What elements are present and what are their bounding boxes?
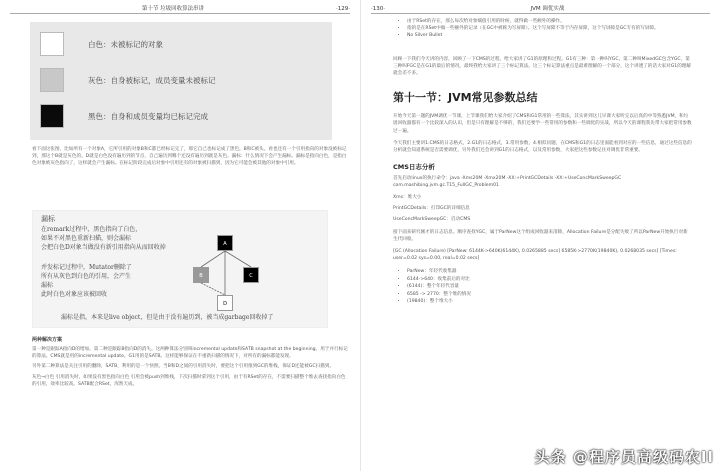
list-item: • No Silver Bullet — [407, 32, 720, 39]
legend-label-gray: 灰色：自身被标记，成员变量未被标记 — [88, 75, 216, 85]
java-command: 首先启动linux的执行命令：java -Xms20M -Xmx20M -XX:+PrintGCDetails -XX:+UseConcMarkSweepGC com.mashibing.jvm.gc.T15_FullGC_Problem01 — [393, 176, 622, 189]
list-item: • 指的是在RSet中做一些额外的记录（在GC中被称为写屏障）。这个写屏障不等于内存屏障，这个写屏障是GC专有的写屏障。 — [407, 25, 720, 32]
right-running-header — [371, 2, 710, 14]
node-a: A — [217, 235, 233, 251]
left-header-title: 垃圾回收算法串讲 — [160, 6, 205, 12]
list-item: • ParNew：年轻代收集器 — [407, 268, 720, 276]
diagram-note-remark: 在remark过程中，黑色指向了白色， 如果不对黑色重新扫描，则会漏标 会把白色D对象当做没有新引用指向从而回收掉 — [41, 226, 166, 251]
list-item: • 6585 -> 2770：整个堆的情况 — [407, 291, 720, 299]
left-section-title: 两种解决方案 — [32, 337, 63, 343]
legend-row-black — [40, 104, 208, 128]
node-c: C — [243, 267, 259, 283]
flag-xms: Xms：堆大小 — [393, 194, 422, 200]
left-paragraph-2: 第一种是跟踪A指向D的增加。第二种是跟踪B指向D的消失。这两种算法分别叫incremental update和SATB snapshot at the beginning。用于并行标记的算法。CMS就是用的incremental update。G1用的是SATB。这样能够保证在不重新扫描的情况下，对所有的漏标都能发现。 — [32, 347, 348, 360]
diagram-title: 漏标 — [41, 215, 55, 223]
left-running-header — [10, 2, 350, 14]
white-square — [40, 32, 64, 56]
gc-log-line: [GC (Allocation Failure) [ParNew: 6144K->640K(6144K), 0.0265885 secs] 6585K->2770K(19840K), 0.0268035 secs] [Times: user=0.02 sys=0.00, real=0.02 secs] — [393, 248, 677, 261]
list-item: • 6144->640：收集前后的对比 — [407, 276, 720, 284]
list-item: • (19840)：整个堆大小 — [407, 298, 720, 306]
right-paragraph-4: 接下面来研究刚才的日志信息。顺序查找YGC，属于ParNew这个组成回收器来清除，Allocation Failure是分配失败了所以ParNew开始执行对新生代回收。 — [393, 230, 688, 243]
right-paragraph-2: 开始今天第一题的JVM调优一节课，上节课我们给大家介绍了CMS和G1常用的一些算法，其实讲到这儿早课大家听完以后真的中等熟悉JVM，和垃圾回收器都有一个比较深入的认识，但是只有理解是不够的，我们还要学一些常用的参数和一些调优的实战，所以今天的课程我先带大家把常用参数过一遍。 — [393, 114, 692, 134]
legend-row-white — [40, 32, 163, 56]
section-heading: 第十一节：JVM常见参数总结 — [393, 91, 538, 105]
legend-label-white: 白色：未被标记的对象 — [88, 39, 163, 49]
list-item: • 由于RSet的存在，那么每次给对象赋值引用的时候，就得做一些额外的操作。 — [407, 18, 720, 25]
tricolor-legend — [30, 22, 332, 140]
right-header-page-number: ·130· — [371, 6, 385, 12]
missed-mark-diagram — [32, 210, 328, 328]
left-header-section: 第十节 — [141, 6, 159, 12]
legend-row-gray — [40, 68, 216, 92]
right-paragraph-3: 今天我们主要讲1.CMS的日志格式，2.G1的日志格式，3.常用参数，4.相似问题，在CMS和G1的日志里面能看到对应的一些信息，通过这些信息的分析就会知道系统是否需要调优，另外我们还会讲到G1的日志格式，以及常用参数，大家把这些参数记住对调优非常重要。 — [393, 140, 692, 154]
flag-print-gc-details: PrintGCDetails：打印GC的详细信息 — [393, 205, 470, 211]
left-paragraph-4: 灰色→白色 引用消失时，如果没有黑色指向白色 引用会被push到堆栈，下次扫描时拿到这个引用，由于有RSet的存在，不需要扫描整个堆去查找指向白色的引用，效率比较高。SATB配合RSet，浑然天成。 — [32, 374, 346, 387]
left-paragraph-1: 看下面这张图，比如所有一个对象A，它所引用的对象B和C都已经标记完了，那它自己也标记成了黑色。B和C被头。看也还有一个引用指向的对象没被标记到，那这个B就是灰色的。D就是白色没有遍历到的节点，自己遍历到哪个还没有遍历到就是灰色。漏标：什么情况下会产生漏标。漏标是指向白色，是指白色对象被灰色指向了，这样就会产生漏标。在标记阶段完成后对象中引用还有的对象被扫描到，因为它可能会被其他的对象中引用。 — [32, 147, 347, 167]
watermark: 头条 @程序员高级码农II — [534, 448, 714, 466]
diagram-caption: 漏标是指，本来是live object，但是由于没有遍历到，被当成garbage回收掉了 — [61, 314, 274, 321]
top-bullet-list — [407, 18, 720, 40]
gray-square — [40, 68, 64, 92]
diagram-note-concurrent: 并发标记过程中，Mutator删除了 所有从灰色到白色的引用，会产生 漏标 此时白色对象应该被回收 — [41, 264, 132, 298]
list-item: • (6144)：整个年轻代容量 — [407, 283, 720, 291]
right-header-title: JVM 调优实战 — [530, 6, 565, 12]
cms-log-subheading: CMS日志分析 — [393, 163, 435, 172]
node-b: B — [193, 267, 209, 283]
log-field-list — [407, 268, 720, 306]
right-paragraph-1: 回顾一下我们今天讲的内容，回顾了一下CMS的过程，给大家讲了G1的原理和过程。G1有三种：第一种叫YGC，第二种叫MixedGC包含YGC，第三种叫FGC是在G1的最后的情况，最终我给大家讲了三个标记算法。这三个标记算法重点是最难理解的一个部分，这个讲透了的话大家对G1的理解就会差不多。 — [393, 56, 692, 77]
left-header-page-number: ·129· — [336, 6, 350, 12]
legend-label-black: 黑色：自身和成员变量均已标记完成 — [88, 111, 208, 121]
flag-use-cms: UseConcMarkSweepGC：启动CMS — [393, 217, 471, 223]
black-square — [40, 104, 64, 128]
node-d: D — [217, 295, 233, 311]
left-paragraph-3: 另外第二种算法是关注引用的删除，SATB，利用的是一个快照。当B和D之间的引用消失时，要把这个引用推到GC的堆栈，保证D还能被GC扫描到。 — [32, 364, 334, 370]
right-page — [360, 0, 720, 471]
